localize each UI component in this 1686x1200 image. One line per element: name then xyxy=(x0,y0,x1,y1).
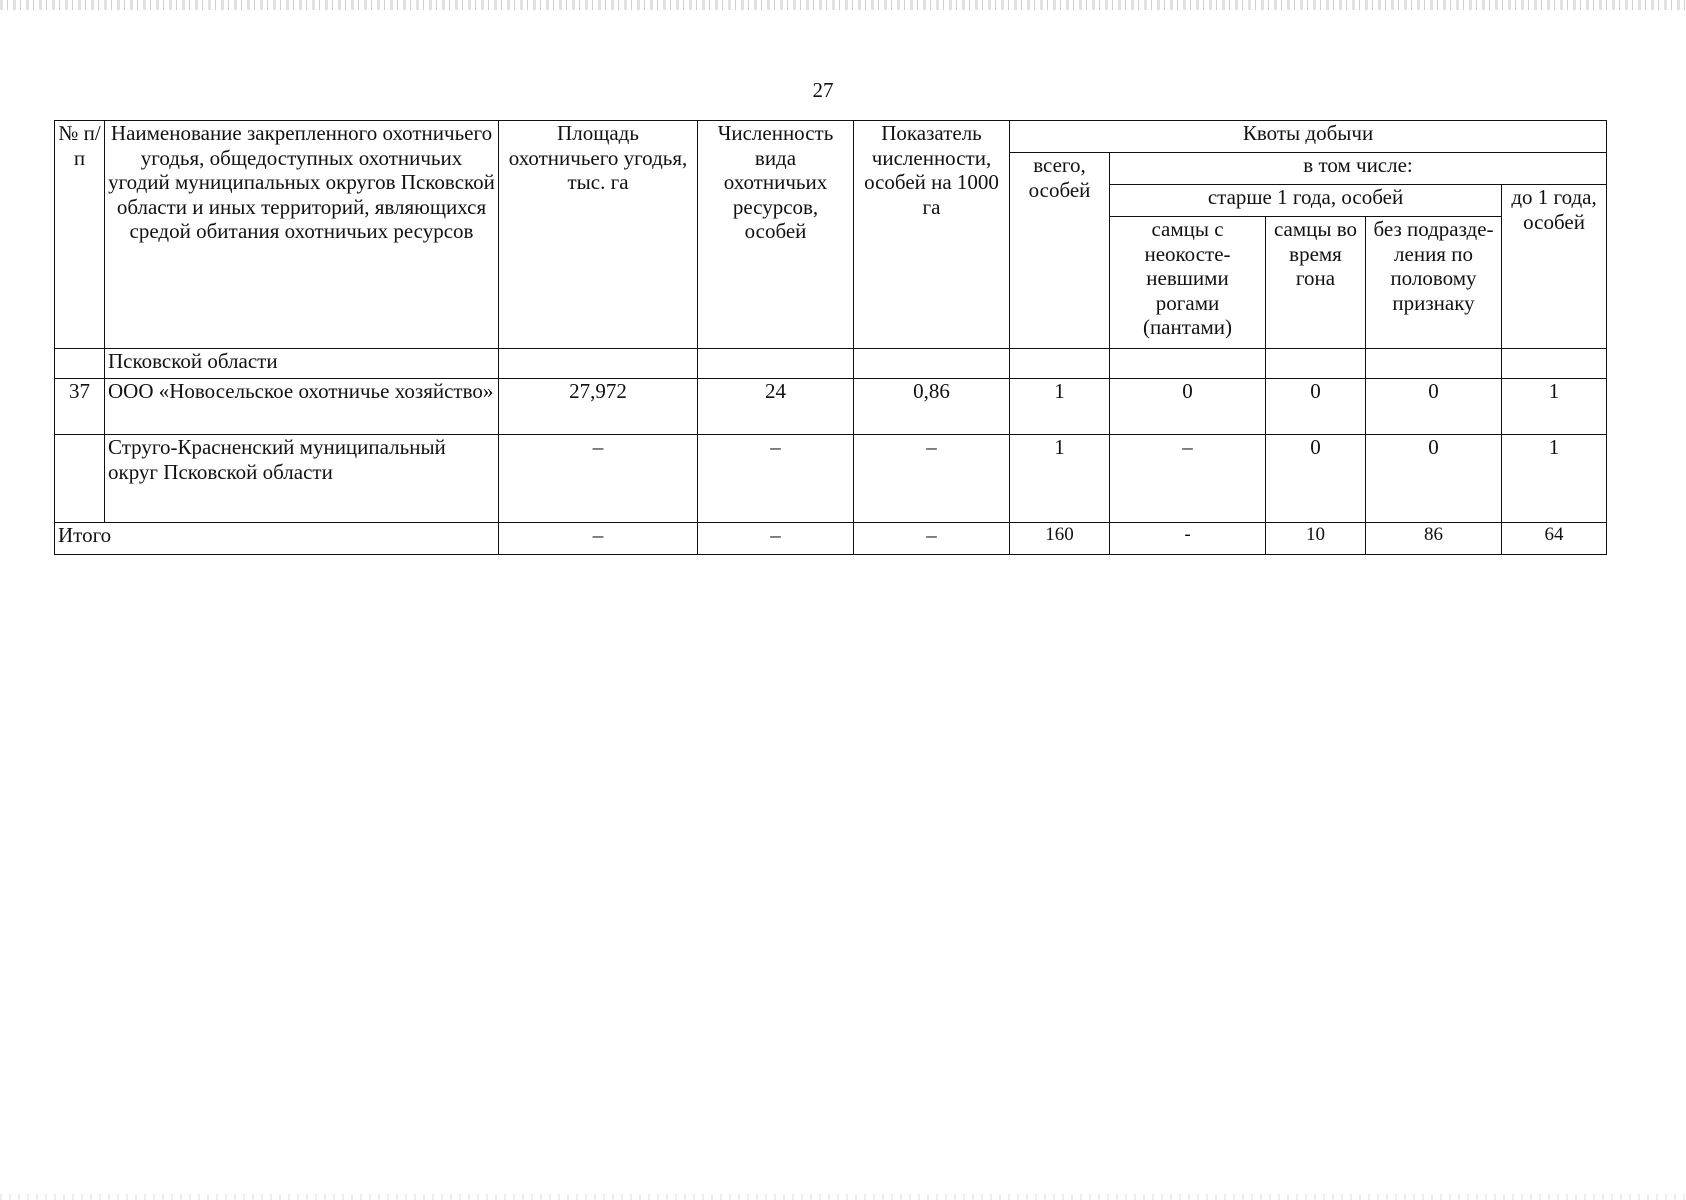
header-older: старше 1 года, особей xyxy=(1110,185,1502,217)
header-name: Наименование закрепленного охотничьего угодья, общедоступных охотничьих угодий муниципальных округов Псковской области и иных территорий, являющихся средой обитания охотничьих ресурсов xyxy=(105,121,499,349)
header-num: № п/п xyxy=(55,121,105,349)
cell-males-antlers: 0 xyxy=(1110,379,1266,435)
cell-under1: 1 xyxy=(1502,379,1607,435)
header-males-antlers: самцы с неокосте-невшими рогами (пантами) xyxy=(1110,217,1266,349)
cell-no-sex xyxy=(1366,349,1502,379)
cell-males-rut xyxy=(1266,349,1366,379)
header-area: Площадь охотничьего угодья, тыс. га xyxy=(499,121,698,349)
cell-no-sex: 0 xyxy=(1366,379,1502,435)
cell-area: – xyxy=(499,435,698,523)
header-row-1 xyxy=(55,121,1607,153)
header-no-sex: без подразде-ления по половому признаку xyxy=(1366,217,1502,349)
cell-no-sex: 0 xyxy=(1366,435,1502,523)
cell-num xyxy=(55,435,105,523)
total-no-sex: 86 xyxy=(1366,523,1502,555)
cell-population: – xyxy=(698,435,854,523)
total-area: – xyxy=(499,523,698,555)
total-population: – xyxy=(698,523,854,555)
cell-total: 1 xyxy=(1010,435,1110,523)
cell-males-antlers: – xyxy=(1110,435,1266,523)
cell-name: Струго-Красненский муниципальный округ Псковской области xyxy=(105,435,499,523)
header-males-rut: самцы во время гона xyxy=(1266,217,1366,349)
table-row xyxy=(55,349,1607,379)
header-including: в том числе: xyxy=(1110,153,1607,185)
header-total: всего, особей xyxy=(1010,153,1110,349)
cell-population: 24 xyxy=(698,379,854,435)
header-under1: до 1 года, особей xyxy=(1502,185,1607,349)
header-quota: Квоты добычи xyxy=(1010,121,1607,153)
table-row xyxy=(55,435,1607,523)
cell-name: Псковской области xyxy=(105,349,499,379)
cell-area: 27,972 xyxy=(499,379,698,435)
cell-under1: 1 xyxy=(1502,435,1607,523)
header-population: Численность вида охотничьих ресурсов, особей xyxy=(698,121,854,349)
cell-total: 1 xyxy=(1010,379,1110,435)
cell-num: 37 xyxy=(55,379,105,435)
total-total: 160 xyxy=(1010,523,1110,555)
total-males-antlers: - xyxy=(1110,523,1266,555)
quota-table xyxy=(54,120,1607,555)
cell-population xyxy=(698,349,854,379)
page-number: 27 xyxy=(812,78,834,102)
cell-density: 0,86 xyxy=(854,379,1010,435)
cell-area xyxy=(499,349,698,379)
scan-edge-bottom xyxy=(0,1194,1686,1200)
cell-males-rut: 0 xyxy=(1266,379,1366,435)
cell-under1 xyxy=(1502,349,1607,379)
cell-num xyxy=(55,349,105,379)
header-density: Показатель численности, особей на 1000 га xyxy=(854,121,1010,349)
cell-males-antlers xyxy=(1110,349,1266,379)
total-label: Итого xyxy=(55,523,499,555)
cell-density xyxy=(854,349,1010,379)
total-density: – xyxy=(854,523,1010,555)
total-males-rut: 10 xyxy=(1266,523,1366,555)
cell-males-rut: 0 xyxy=(1266,435,1366,523)
scan-edge-top xyxy=(0,0,1686,10)
total-row xyxy=(55,523,1607,555)
cell-total xyxy=(1010,349,1110,379)
table-row xyxy=(55,379,1607,435)
total-under1: 64 xyxy=(1502,523,1607,555)
cell-density: – xyxy=(854,435,1010,523)
cell-name: ООО «Новосельское охотничье хозяйство» xyxy=(105,379,499,435)
